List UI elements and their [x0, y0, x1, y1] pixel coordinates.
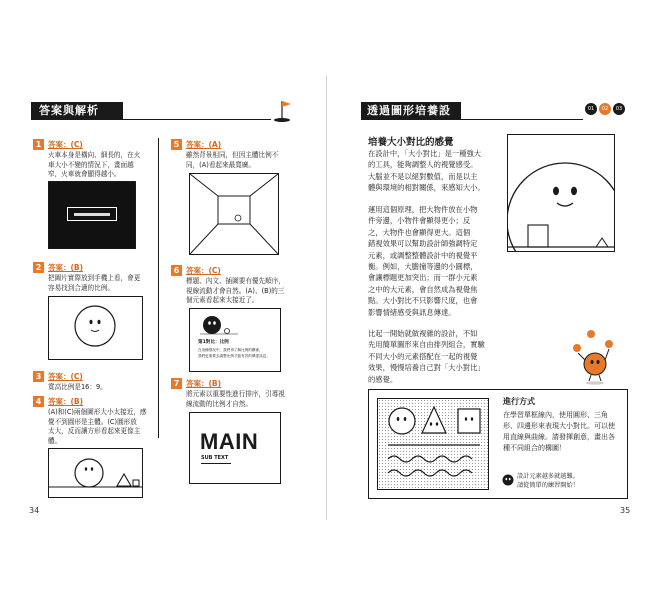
train-image: [67, 207, 117, 221]
badge-01: 01: [585, 103, 597, 115]
golf-flag-icon: [271, 98, 297, 124]
right-header-rule: [461, 119, 583, 120]
item-4-number: 4: [33, 396, 44, 407]
left-header: 答案與解析: [31, 102, 123, 120]
juggling-character-icon: [569, 326, 619, 386]
item-1-text: 火車本身是橫向、細長的，在火 車大小不變的情況下，畫面越 窄，火車就會顯得越小。: [48, 151, 141, 179]
item-2-illustration: [48, 296, 143, 360]
item-1-illustration: [48, 181, 136, 249]
tip-character-icon: [501, 472, 515, 488]
section-title: 培養大小對比的感覺: [368, 137, 454, 148]
size-contrast-illustration: [507, 134, 615, 252]
badge-03: 03: [613, 103, 625, 115]
main-underline: [201, 463, 231, 464]
paragraph-2: 運用這個原理，把大物件放在小物 件旁邊，小物件會顯得更小；反 之，大物件也會顯得更大。這個 錯視效果可以幫助設計師強調特定 元素，或調整整體設計中的視覺平 衡。例如，大膽撞等邊的小圓標， 會讓標題更加突出；而一群小元素 之中的大元素，會自然成為視覺焦 點。大小對比不只影響尺度，也會 影響情緒感受與訊息傳達。: [368, 205, 478, 317]
paragraph-1: 在設計中，「大小對比」是一種強大 的工具，能夠調整人的視覺感受。 大腦並不是以絕對數值，而是以主 體與環境的相對關係，來感知大小。: [368, 149, 485, 193]
item-5-illustration: [189, 173, 279, 255]
column-divider: [158, 138, 159, 438]
item-1-number: 1: [33, 139, 44, 150]
practice-title: 進行方式: [503, 397, 535, 406]
thumb6-title: 第1對比：比例: [198, 340, 229, 345]
item-6-illustration: [189, 308, 281, 372]
left-header-rule: [123, 119, 271, 120]
item-7-text: 將元素以重要性進行排序，引導視 線流動的比例才自然。: [186, 390, 285, 408]
thumb6-body-2: 我們更需要去調整比例才能有效的傳達訊息。: [198, 354, 270, 358]
paragraph-3: 比起一開始就做複雜的設計，不如 先用簡單圖形來自由排列組合，實驗 不同大小的元素搭配在一起的視覺 效果，慢慢培養自己對「大小對比」 的感覺。: [368, 329, 485, 384]
badge-02: 02: [599, 103, 611, 115]
practice-text: 在學習單框線內，使用圓形、三角 形、四邊形來表現大小對比。可以使 用直線與曲線。請發揮創意，畫出各 種不同組合的構圖！: [503, 411, 615, 452]
right-page-number: 35: [620, 506, 631, 515]
item-6-text: 標題、內文、插圖要有優先順序， 視線流動才會自然。(A)、(B)的三 個元素看起來太接近了。: [186, 277, 285, 305]
item-2-number: 2: [33, 262, 44, 273]
item-4-text: (A)和(C)兩個圖形大小太接近，感 覺不到圓形是主體。(C)圓形放 太大，反而讓方形看起來更像主 體。: [48, 408, 147, 445]
worksheet: [368, 389, 628, 499]
tip-text: 設計元素越多就越難。 請從簡單的練習開始！: [517, 473, 579, 489]
item-2-text: 把圖片實際放到手機上看，會更 容易找到合適的比例。: [48, 274, 141, 292]
item-3-number: 3: [33, 371, 44, 382]
right-header: 透過圖形培養設計感: [361, 102, 461, 120]
worksheet-drawing-area: [377, 398, 489, 490]
item-6-number: 6: [171, 265, 182, 276]
item-4-baseline: [48, 497, 143, 498]
item-3-text: 寬高比例是16：9。: [48, 383, 107, 391]
item-1-answer: 答案：(C): [48, 140, 83, 149]
badge-group: [585, 103, 629, 116]
left-page-number: 34: [29, 506, 40, 515]
item-6-answer: 答案：(C): [186, 266, 221, 275]
main-sub-sample: SUB TEXT: [201, 455, 229, 461]
thumb6-body-1: 在這種情況中，我們得了解比例的關係，: [198, 348, 263, 352]
item-5-answer: 答案：(A): [186, 140, 222, 149]
item-5-text: 雖然背景相同，但因主體比例不 同，(A)看起來最寬廣。: [186, 151, 279, 169]
item-7-number: 7: [171, 378, 182, 389]
item-7-answer: 答案：(B): [186, 379, 222, 388]
item-5-number: 5: [171, 139, 182, 150]
left-page: [13, 76, 326, 520]
item-4-illustration: [48, 448, 143, 498]
item-7-illustration: [189, 412, 281, 484]
item-3-answer: 答案：(C): [48, 372, 83, 381]
item-2-answer: 答案：(B): [48, 263, 84, 272]
right-page: [327, 76, 642, 520]
item-4-answer: 答案：(B): [48, 397, 84, 406]
main-title-sample: MAIN: [200, 429, 259, 454]
